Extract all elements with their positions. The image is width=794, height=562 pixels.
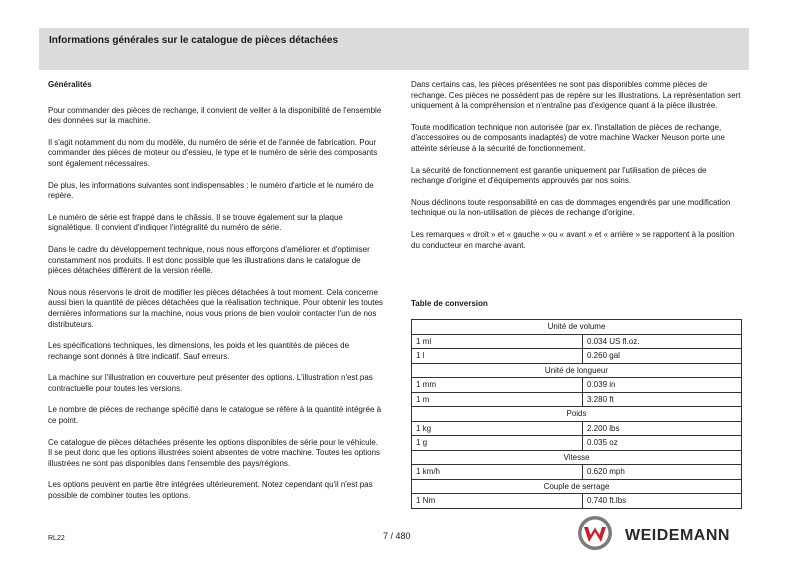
paragraph: De plus, les informations suivantes sont indispensables : le numéro d'article et le numéro de repère. (48, 180, 374, 201)
table-group-label: Vitesse (412, 450, 742, 465)
paragraph: Les remarques « droit » et « gauche » ou « avant » et « arrière » se rapportent à la position du conducteur en marche avant. (411, 229, 735, 250)
table-cell-metric: 1 Nm (412, 494, 583, 509)
table-cell-metric: 1 m (412, 392, 583, 407)
table-group-label: Unité de volume (412, 320, 742, 335)
table-cell-metric: 1 mm (412, 378, 583, 393)
table-cell-imperial: 0.035 oz (583, 436, 742, 451)
left-paragraphs (48, 106, 384, 502)
table-row (412, 392, 742, 407)
table-cell-imperial: 3.280 ft (583, 392, 742, 407)
table-cell-metric: 1 g (412, 436, 583, 451)
paragraph: Dans le cadre du développement technique, nous nous efforçons d'améliorer et d'optimiser constamment nos produits. Il est donc possible que les illustrations dans le catalogue de pièces détachées diffèrent de la version réelle. (48, 244, 370, 276)
paragraph: La machine sur l'illustration en couverture peut présenter des options. L'illustration n'est pas contractuelle pour toutes les versions. (48, 373, 373, 393)
paragraph: Pour commander des pièces de rechange, il convient de veiller à la disponibilité de l'ensemble des données sur la machine. (48, 105, 382, 126)
paragraph: Le numéro de série est frappé dans le châssis. Il se trouve également sur la plaque signalétique. Il convient d'indiquer l'intégralité du numéro de série. (48, 212, 343, 233)
paragraph: Ce catalogue de pièces détachées présente les options disponibles de série pour le véhicule. Il se peut donc que les options illustrées soient absentes de votre machine. Toutes les options illustrées ne sont pas disponibles dans l'ensemble des pays/régions. (48, 437, 381, 468)
brand-name: WEIDEMANN (625, 527, 730, 544)
table-group-row (412, 363, 742, 378)
paragraph: Il s'agit notamment du nom du modèle, du numéro de série et de l'année de fabrication. Pour commander des pièces de moteur ou d'essieu, le type et le numéro de série des composants sont également nécessaires. (48, 137, 378, 168)
table-row (412, 421, 742, 436)
paragraph: La sécurité de fonctionnement est garantie uniquement par l'utilisation de pièces de rechange d'origine et d'équipements approuvés par nos soins. (411, 165, 707, 186)
table-row (412, 349, 742, 364)
table-cell-imperial: 0.034 US fl.oz. (583, 334, 742, 349)
table-group-label: Unité de longueur (412, 363, 742, 378)
table-group-row (412, 450, 742, 465)
paragraph: Dans certains cas, les pièces présentées ne sont pas disponibles comme pièces de rechange. Ces pièces ne possèdent pas de repère sur les illustrations. La représentation sert uniquement à la compréhension et n'entraîne pas d'exigence quant à la pièce illustrée. (411, 80, 741, 111)
conversion-table (411, 319, 742, 509)
paragraph: Le nombre de pièces de rechange spécifié dans le catalogue se réfère à la quantité intégrée à ce point. (48, 405, 382, 426)
paragraph: Nous nous réservons le droit de modifier les pièces détachées à tout moment. Cela concerne aussi bien la quantité de pièces détachées que la réalisation technique. Pour obtenir les toutes dernières informations sur la machine, nous vous prions de bien vouloir contacter l'un de nos distributeurs. (48, 287, 383, 329)
weidemann-logo (577, 515, 757, 551)
document-code: RL22 (48, 535, 65, 542)
table-row (412, 334, 742, 349)
page-title: Informations générales sur le catalogue de pièces détachées (49, 35, 338, 46)
table-row (412, 494, 742, 509)
table-group-label: Poids (412, 407, 742, 422)
table-group-label: Couple de serrage (412, 479, 742, 494)
table-cell-imperial: 2.200 lbs (583, 421, 742, 436)
table-cell-imperial: 0.039 in (583, 378, 742, 393)
table-cell-metric: 1 km/h (412, 465, 583, 480)
table-group-row (412, 320, 742, 335)
logo-emblem-icon (577, 515, 613, 551)
right-paragraphs (411, 80, 741, 251)
table-row (412, 378, 742, 393)
left-column (48, 80, 384, 513)
table-heading: Table de conversion (411, 299, 488, 308)
table-cell-imperial: 0.740 ft.lbs (583, 494, 742, 509)
right-column (411, 80, 741, 262)
page-number: 7 / 480 (383, 531, 411, 541)
paragraph: Nous déclinons toute responsabilité en cas de dommages engendrés par une modification technique ou la non-utilisation de pièces de rechange d'origine. (411, 197, 731, 218)
table-cell-metric: 1 ml (412, 334, 583, 349)
table-cell-imperial: 0.620 mph (583, 465, 742, 480)
paragraph: Toute modification technique non autorisée (par ex. l'installation de pièces de rechange, d'accessoires ou de composants inadaptés) de votre machine Wacker Neuson porte une atteinte sérieuse à la sécurité de fonctionnement. (411, 122, 725, 153)
paragraph: Les spécifications techniques, les dimensions, les poids et les quantités de pièces de rechange sont donnés à titre indicatif. Sauf erreurs. (48, 341, 350, 361)
table-cell-metric: 1 l (412, 349, 583, 364)
table-cell-imperial: 0.260 gal (583, 349, 742, 364)
header-band (39, 28, 749, 70)
table-group-row (412, 407, 742, 422)
table-row (412, 465, 742, 480)
table-cell-metric: 1 kg (412, 421, 583, 436)
table-group-row (412, 479, 742, 494)
table-row (412, 436, 742, 451)
section-heading: Généralités (48, 80, 92, 89)
paragraph: Les options peuvent en partie être intégrées ultérieurement. Notez cependant qu'il n'est pas possible de combiner toutes les options. (48, 480, 373, 501)
